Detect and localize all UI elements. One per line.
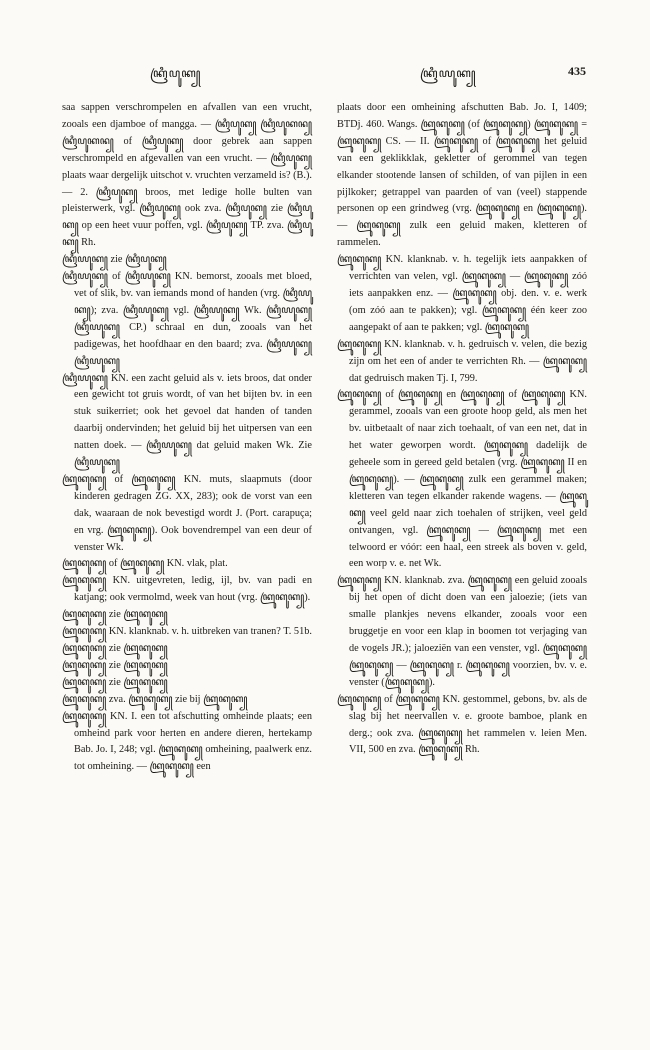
entry: ꦏꦿꦸꦏꦸꦏ꧀ of ꦏꦿꦸꦏꦸꦏ꧀ en ꦏꦿꦸꦏꦸꦏ꧀ of ꦏꦿꦸꦏꦸꦏ꧀ KN. gerammel, zooals van een groote hoop geld, als men het bv. uitbetaalt of naar zich toehaalt, of van een net, dat in het water geworpen wordt. ꦏꦿꦸꦏꦸꦏ꧀ dadelijk de geheele som in gereed geld betalen (vrg. ꦏꦿꦸꦏꦸꦏ꧀ II en ꦏꦿꦸꦏꦸꦏ꧀). — ꦏꦿꦸꦏꦸꦏ꧀ zulk een gerammel maken; kletteren van tegen elkander rakende wagens. — ꦏꦿꦸꦏꦸꦏ꧀ veel geld naar zich toehalen of strijken, veel geld ontvangen, vgl. ꦏꦿꦸꦏꦸꦏ꧀ — ꦏꦿꦸꦏꦸꦏ꧀ met een telwoord er vóór: een haal, een streek als boven v. geld, een worp v. e. net Wk. xyxy=(337,389,587,570)
right-column xyxy=(337,100,587,759)
running-head-right: ꦏꦿꦶꦪꦸꦏ꧀ xyxy=(420,66,477,80)
entry: ꦏꦿꦸꦏꦸꦏ꧀ KN. I. een tot afschutting omheinde plaats; een omheind park voor herten en andere dieren, hertekamp Bab. Jo. I, 248; vgl. ꦏꦿꦸꦏꦸꦏ꧀ omheining, paalwerk enz. tot omheining. — ꦏꦿꦸꦏꦸꦏ꧀ een xyxy=(62,710,312,773)
entry: ꦏꦿꦶꦪꦸꦏ꧀ of ꦏꦿꦶꦪꦸꦏ꧀ KN. bemorst, zooals met bloed, vet of slik, bv. van iemands mond of handen (vrg. ꦏꦿꦶꦪꦸꦏ꧀); zva. ꦏꦿꦶꦪꦸꦏ꧀ vgl. ꦏꦿꦶꦪꦸꦏ꧀ Wk. ꦏꦿꦶꦪꦸꦏ꧀ ꦏꦿꦶꦪꦸꦏ꧀ CP.) schraal en dun, zooals van het padigewas, het hoofdhaar en den baard; zva. ꦏꦿꦶꦪꦸꦏ꧀ ꦏꦿꦶꦪꦸꦏ꧀ xyxy=(62,271,312,367)
running-head xyxy=(0,64,650,84)
entry: ꦏꦿꦸꦏꦸꦏ꧀ zie ꦏꦿꦸꦏꦸꦏ꧀ xyxy=(62,643,168,654)
entry: ꦏꦿꦸꦏꦸꦏ꧀ of ꦏꦿꦸꦏꦸꦏ꧀ KN. vlak, plat. xyxy=(62,558,228,570)
entry: ꦏꦿꦸꦏꦸꦏ꧀ zva. ꦏꦿꦸꦏꦸꦏ꧀ zie bij ꦏꦿꦸꦏꦸꦏ꧀ xyxy=(62,693,248,705)
entry: ꦏꦿꦸꦏꦸꦏ꧀ KN. uitgevreten, ledig, ijl, bv. van padi en katjang; ook vermolmd, week van hout (vrg. ꦏꦿꦸꦏꦸꦏ꧀). xyxy=(62,575,312,604)
entry: plaats door een omheining afschutten Bab. Jo. I, 1409; BTDj. 460. Wangs. ꦏꦿꦸꦏꦸꦏ꧀ (of ꦏꦿꦸꦏꦸꦏ꧀) ꦏꦿꦸꦏꦸꦏ꧀ = ꦏꦿꦸꦏꦸꦏ꧀ CS. — II. ꦏꦿꦸꦏꦸꦏ꧀ of ꦏꦿꦸꦏꦸꦏ꧀ het geluid van een geklikklak, gekletter of gerommel van tegen elkander stootende lansen of schilden, of van pijlen in een pijlkoker; getrappel van paarden of van (veel) stappende personen op een grindweg (vrg. ꦏꦿꦸꦏꦸꦏ꧀ en ꦏꦿꦸꦏꦸꦏ꧀). — ꦏꦿꦸꦏꦸꦏ꧀ zulk een geluid maken, kletteren of rammelen. xyxy=(337,102,587,249)
running-head-left: ꦏꦿꦶꦥꦸꦏ꧀ xyxy=(150,66,202,80)
entry: saa sappen verschrompelen en afvallen van een vrucht, zooals een djamboe of mangga. — ꦏꦿꦶꦥꦸꦏ꧀ ꦏꦿꦶꦥꦸꦏꦤ꧀ ꦏꦿꦶꦥꦸꦏꦤ꧀ of ꦏꦿꦶꦥꦸꦏ꧀ door gebrek aan sappen verschrompeld en afgevallen van een vrucht. — ꦏꦿꦶꦥꦸꦏ꧀ plaats waar dergelijk uitschot v. vruchten verzameld is? (B.). — 2. ꦏꦿꦶꦥꦸꦏ꧀ broos, met ledige holle bulten van pleisterwerk, vgl. ꦏꦿꦶꦥꦸꦏ꧀ ook zva. ꦏꦿꦶꦥꦸꦏ꧀ zie ꦏꦿꦶꦥꦸꦏ꧀ op een heet vuur poffen, vgl. ꦏꦿꦶꦥꦸꦏ꧀ TP. zva. ꦏꦿꦶꦥꦸꦏ꧀ Rh. xyxy=(62,102,312,249)
entry: ꦏꦿꦶꦪꦸꦏ꧀ KN. een zacht geluid als v. iets broos, dat onder een gewicht tot gruis wordt, of van het bijten bv. in een stuk suikerriet; ook het gevoel dat handen of tanden daarbij ondervinden; het geluid bij het uitpersen van een natten doek. — ꦏꦿꦶꦪꦸꦏ꧀ dat geluid maken Wk. Zie ꦏꦿꦶꦪꦸꦏ꧀ xyxy=(62,372,312,469)
entry: ꦏꦿꦶꦪꦸꦏ꧀ zie ꦏꦿꦶꦥꦸꦏ꧀ xyxy=(62,254,167,266)
entry: ꦏꦿꦸꦏꦸꦏ꧀ KN. klanknab. v. h. tegelijk iets aanpakken of verrichten van velen, vgl. ꦏꦿꦸꦏꦸꦏ꧀ — ꦏꦿꦸꦏꦸꦏ꧀ zóó iets aanpakken enz. — ꦏꦿꦸꦏꦸꦏ꧀ obj. den. v. e. werk (om zóó aan te pakken); vgl. ꦏꦿꦸꦏꦸꦏ꧀ één keer zoo aangepakt of aan te pakken; vgl. ꦏꦿꦸꦏꦸꦏ꧀ xyxy=(337,254,587,333)
page-number: 435 xyxy=(568,64,586,78)
left-column xyxy=(62,100,312,776)
entry: ꦏꦿꦸꦏꦸꦏ꧀ of ꦏꦿꦸꦏꦸꦏ꧀ KN. muts, slaapmuts (door kinderen gedragen ZG. XX, 283); ook de vorst van een dak, waaraan de nok bevestigd wordt J. (Port. carapuça; en vrg. ꦏꦿꦸꦏꦸꦏ꧀). Ook bovendrempel van een deur of venster Wk. xyxy=(62,473,312,553)
entry: ꦏꦿꦸꦏꦸꦏ꧀ zie ꦏꦿꦸꦏꦸꦏ꧀ xyxy=(62,609,168,621)
entry: ꦏꦿꦸꦏꦸꦏ꧀ KN. klanknab. zva. ꦏꦿꦸꦏꦸꦏ꧀ een geluid zooals bij het open of dicht doen van een jaloezie; (iets van smalle plankjes nevens elkander, zooals voor een bruggetje en voor een klap in boomen tot verjaging van de vogels JR.); jaloeziën van een venster, vgl. ꦏꦿꦸꦏꦸꦏ꧀ ꦏꦿꦸꦏꦸꦏ꧀ — ꦏꦿꦸꦏꦸꦏ꧀ r. ꦏꦿꦸꦏꦸꦏ꧀ voorzien, bv. v. e. venster (ꦏꦿꦸꦏꦸꦏ꧀). xyxy=(337,575,587,688)
entry: ꦏꦿꦸꦏꦸꦏ꧀ of ꦏꦿꦸꦏꦸꦏ꧀ KN. gestommel, gebons, bv. als de slag bij het neervallen v. e. groote bamboe, plank en derg.; ook zva. ꦏꦿꦸꦏꦸꦏ꧀ het rammelen v. leien Men. VII, 500 en zva. ꦏꦿꦸꦏꦸꦏ꧀ Rh. xyxy=(337,693,587,756)
entry: ꦏꦿꦸꦏꦸꦏ꧀ zie ꦏꦿꦸꦏꦸꦏ꧀ xyxy=(62,659,168,671)
entry: ꦏꦿꦸꦏꦸꦏ꧀ zie ꦏꦿꦸꦏꦸꦏ꧀ xyxy=(62,676,168,688)
entry: ꦏꦿꦸꦏꦸꦏ꧀ KN. klanknab. v. h. gedruisch v. velen, die bezig zijn om het een of ander te verrichten Rh. — ꦏꦿꦸꦏꦸꦏ꧀ dat gedruisch maken Tj. I, 799. xyxy=(337,338,587,384)
entry: ꦏꦿꦸꦏꦸꦏ꧀ KN. klanknab. v. h. uitbreken van tranen? T. 51b. xyxy=(62,626,312,638)
